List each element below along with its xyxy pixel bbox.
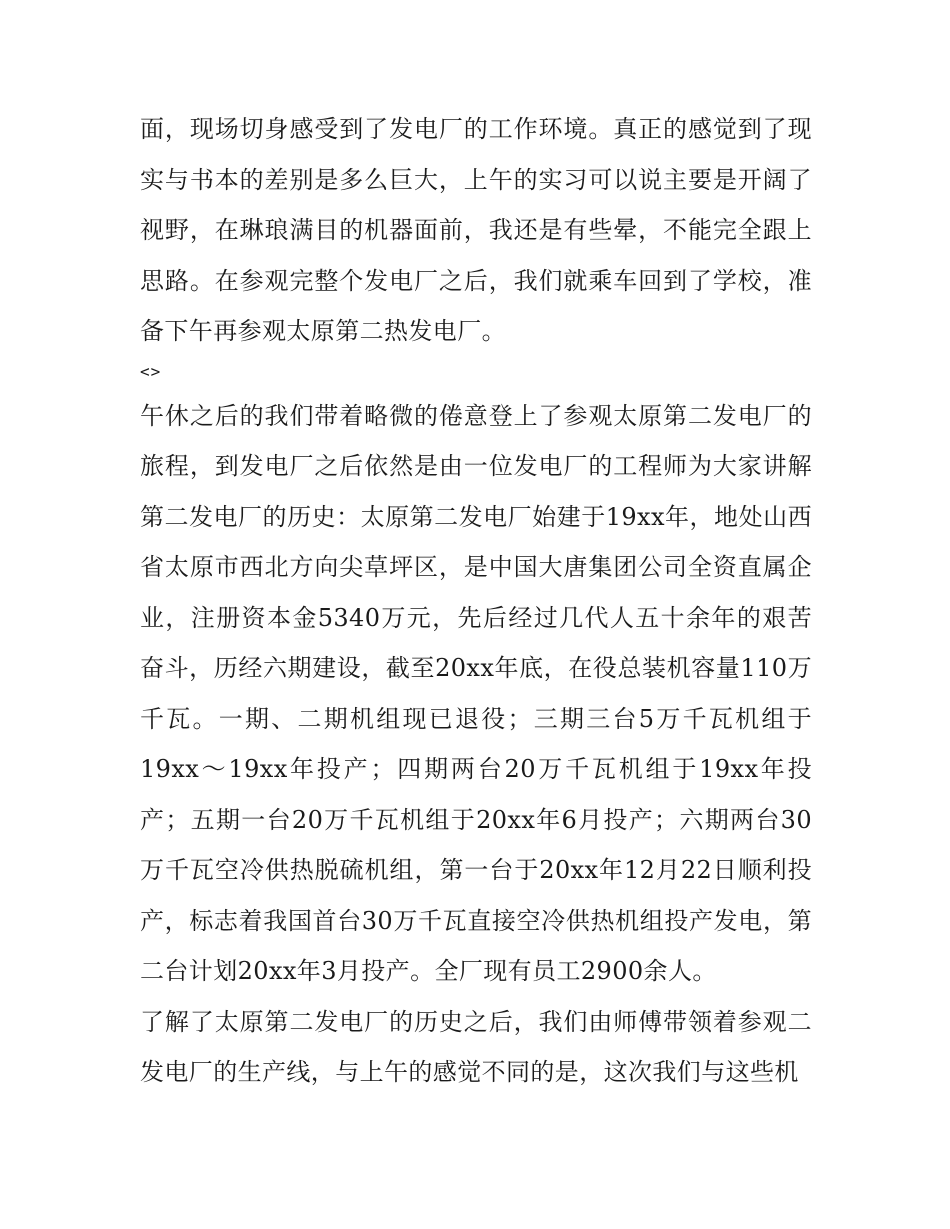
empty-tag-marker: <> <box>140 361 162 381</box>
paragraph-production-line-tour: 了解了太原第二发电厂的历史之后，我们由师傅带领着参观二发电厂的生产线，与上午的感觉不同的是，这次我们与这些机 <box>140 1007 812 1086</box>
paragraph-second-plant-history: 午休之后的我们带着略微的倦意登上了参观太原第二发电厂的旅程，到发电厂之后依然是由一位发电厂的工程师为大家讲解第二发电厂的历史：太原第二发电厂始建于19xx年，地处山西省太原市西北方向尖草坪区，是中国大唐集团公司全资直属企业，注册资本金5340万元，先后经过几代人五十余年的艰苦奋斗，历经六期建设，截至20xx年底，在役总装机容量110万千瓦。一期、二期机组现已退役；三期三台5万千瓦机组于19xx～19xx年投产；四期两台20万千瓦机组于19xx年投产；五期一台20万千瓦机组于20xx年6月投产；六期两台30万千瓦空冷供热脱硫机组，第一台于20xx年12月22日顺利投产，标志着我国首台30万千瓦直接空冷供热机组投产发电，第二台计划20xx年3月投产。全厂现有员工2900余人。 <box>140 401 813 985</box>
document-body <box>140 104 812 1098</box>
paragraph-power-plant-visit-summary: 面，现场切身感受到了发电厂的工作环境。真正的感觉到了现实与书本的差别是多么巨大，上午的实习可以说主要是开阔了视野，在琳琅满目的机器面前，我还是有些晕，不能完全跟上思路。在参观完整个发电厂之后，我们就乘车回到了学校，准备下午再参观太原第二热发电厂。 <box>140 115 812 345</box>
